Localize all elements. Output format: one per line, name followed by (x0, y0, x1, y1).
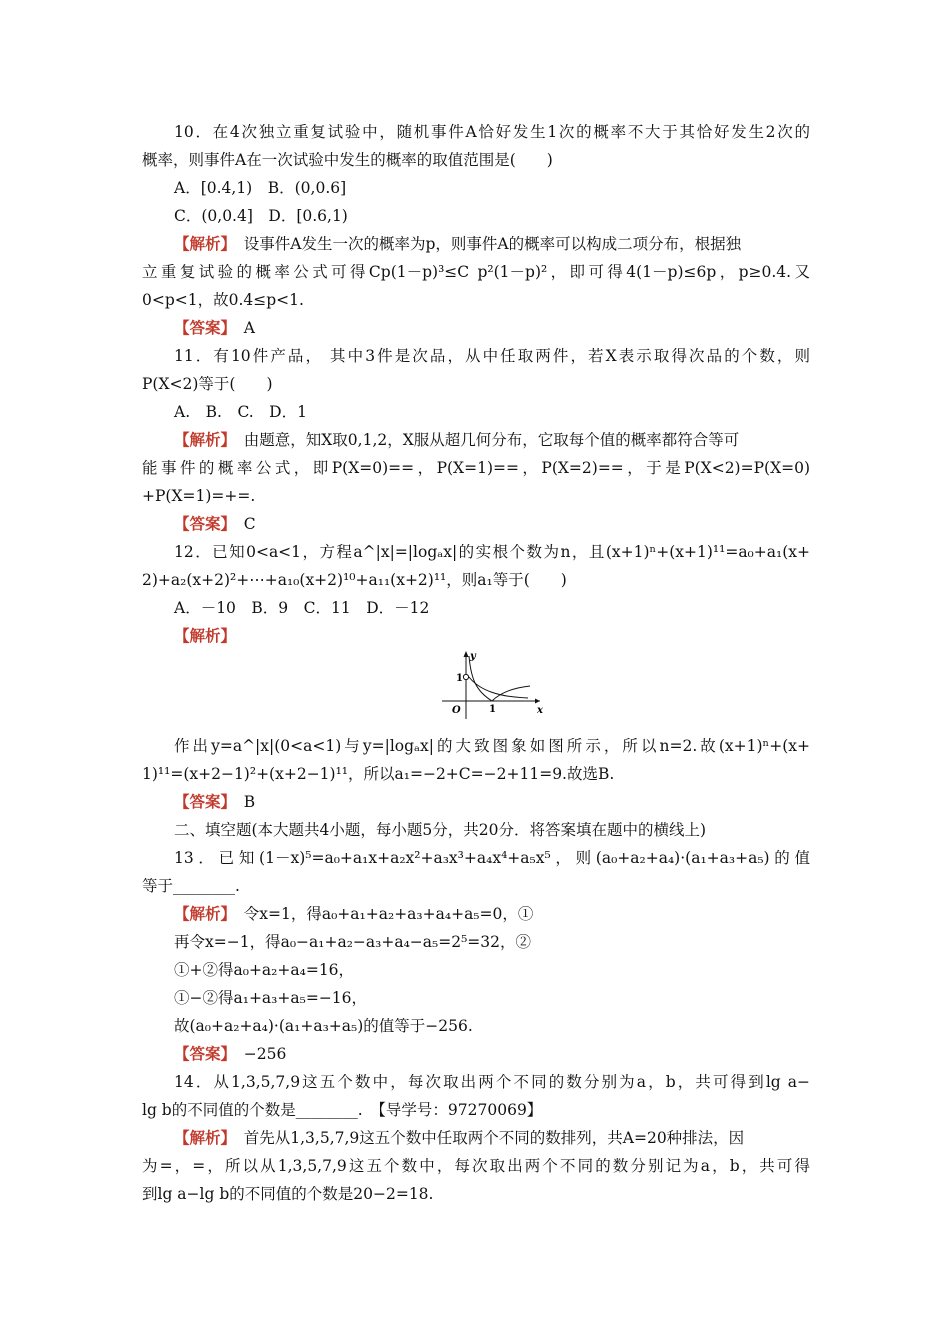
open-point (463, 674, 468, 679)
analysis-tag: 【解析】 (174, 431, 229, 449)
q12-answer: 【答案】 B (174, 793, 256, 811)
y-axis-arrow (464, 651, 469, 657)
q11-analysis-line-2: 能事件的概率公式，即P(X=0)==，P(X=1)==，P(X=2)==，于是P(X<2)=P(X=0) (142, 459, 810, 477)
q10-line-2: 概率，则事件A在一次试验中发生的概率的取值范围是( ) (142, 151, 553, 169)
q10-answer: 【答案】 A (174, 319, 255, 337)
answer-tag: 【答案】 (174, 1045, 229, 1063)
q11-answer: 【答案】 C (174, 515, 256, 533)
q10-analysis-line-3: 0<p<1，故0.4≤p<1. (142, 291, 304, 309)
q11-analysis-line-3: +P(X=1)=+=. (142, 487, 256, 505)
x-one-label: 1 (489, 704, 496, 715)
q14-analysis-line-2: 为=，=，所以从1,3,5,7,9这五个数中，每次取出两个不同的数分别记为a，b，共可得 (142, 1157, 810, 1175)
analysis-tag: 【解析】 (174, 235, 229, 253)
x-axis-label: x (537, 705, 543, 716)
q11-line-1: 11．有10件产品， 其中3件是次品，从中任取两件，若X表示取得次品的个数，则 (174, 347, 810, 365)
q11-line-2: P(X<2)等于( ) (142, 375, 273, 393)
q13-analysis-line-4: ①−②得a₁+a₃+a₅=−16， (174, 989, 368, 1007)
answer-tag: 【答案】 (174, 793, 229, 811)
analysis-tag: 【解析】 (174, 627, 237, 645)
q10-options-ab: A．[0.4,1) B．(0,0.6] (174, 179, 347, 197)
q10-line-1: 10．在4次独立重复试验中，随机事件A恰好发生1次的概率不大于其恰好发生2次的 (174, 123, 810, 141)
q10-analysis-line-1: 【解析】 设事件A发生一次的概率为p，则事件A的概率可以构成二项分布，根据独 (174, 235, 742, 253)
q10-analysis-line-2: 立重复试验的概率公式可得Cp(1－p)³≤C p²(1－p)²，即可得4(1－p)≤6p，p≥0.4.又 (142, 263, 810, 281)
answer-tag: 【答案】 (174, 515, 229, 533)
section-heading: 二、填空题(本大题共4小题，每小题5分，共20分．将答案填在题中的横线上) (174, 821, 707, 839)
x-axis-arrow (535, 699, 540, 704)
analysis-tag: 【解析】 (174, 905, 229, 923)
q14-line-2: lg b的不同值的个数是________. 【导学号：97270069】 (142, 1101, 543, 1119)
q13-analysis-line-1: 【解析】 令x=1，得a₀+a₁+a₂+a₃+a₄+a₅=0，① (174, 905, 534, 923)
q11-analysis-line-1: 【解析】 由题意，知X取0,1,2，X服从超几何分布，它取每个值的概率都符合等可 (174, 431, 740, 449)
answer-tag: 【答案】 (174, 319, 229, 337)
q14-line-1: 14．从1,3,5,7,9这五个数中，每次取出两个不同的数分别为a，b，共可得到lg a− (174, 1073, 810, 1091)
q13-line-1: 13．已知(1－x)⁵=a₀+a₁x+a₂x²+a₃x³+a₄x⁴+a₅x⁵，则(a₀+a₂+a₄)·(a₁+a₃+a₅)的值 (174, 849, 810, 867)
q12-line-1: 12．已知0<a<1，方程a^|x|=|logₐx|的实根个数为n，且(x+1)ⁿ+(x+1)¹¹=a₀+a₁(x+ (174, 543, 810, 561)
log-curve-left (469, 656, 492, 701)
y-one-label: 1 (456, 673, 463, 684)
q10-options-cd: C．(0,0.4] D．[0.6,1) (174, 207, 348, 225)
q13-line-2: 等于________. (142, 877, 240, 895)
origin-label: O (452, 705, 461, 716)
q13-analysis-line-2: 再令x=−1，得a₀−a₁+a₂−a₃+a₄−a₅=2⁵=32，② (174, 933, 532, 951)
y-axis-label: y (470, 651, 476, 662)
q13-analysis-line-5: 故(a₀+a₂+a₄)·(a₁+a₃+a₅)的值等于−256. (174, 1017, 473, 1035)
q12-analysis-line-1: 作出y=a^|x|(0<a<1)与y=|logₐx|的大致图象如图所示，所以n=2.故(x+1)ⁿ+(x+ (174, 737, 810, 755)
q12-options: A．－10 B．9 C．11 D．－12 (174, 599, 430, 617)
q12-line-2: 2)+a₂(x+2)²+⋯+a₁₀(x+2)¹⁰+a₁₁(x+2)¹¹，则a₁等于( ) (142, 571, 567, 589)
q12-analysis-line-2: 1)¹¹=(x+2−1)²+(x+2−1)¹¹，所以a₁=−2+C=−2+11=9.故选B. (142, 765, 615, 783)
q12-analysis-label (174, 625, 810, 647)
q13-analysis-line-3: ①+②得a₀+a₂+a₄=16， (174, 961, 355, 979)
q14-analysis-line-3: 到lg a−lg b的不同值的个数是20−2=18. (142, 1185, 434, 1203)
q14-analysis-line-1: 【解析】 首先从1,3,5,7,9这五个数中任取两个不同的数排列，共A=20种排法，因 (174, 1129, 745, 1147)
q13-answer: 【答案】 −256 (174, 1045, 287, 1063)
analysis-tag: 【解析】 (174, 1129, 229, 1147)
q11-options: A. B. C. D．1 (174, 403, 307, 421)
function-graph (440, 649, 544, 721)
